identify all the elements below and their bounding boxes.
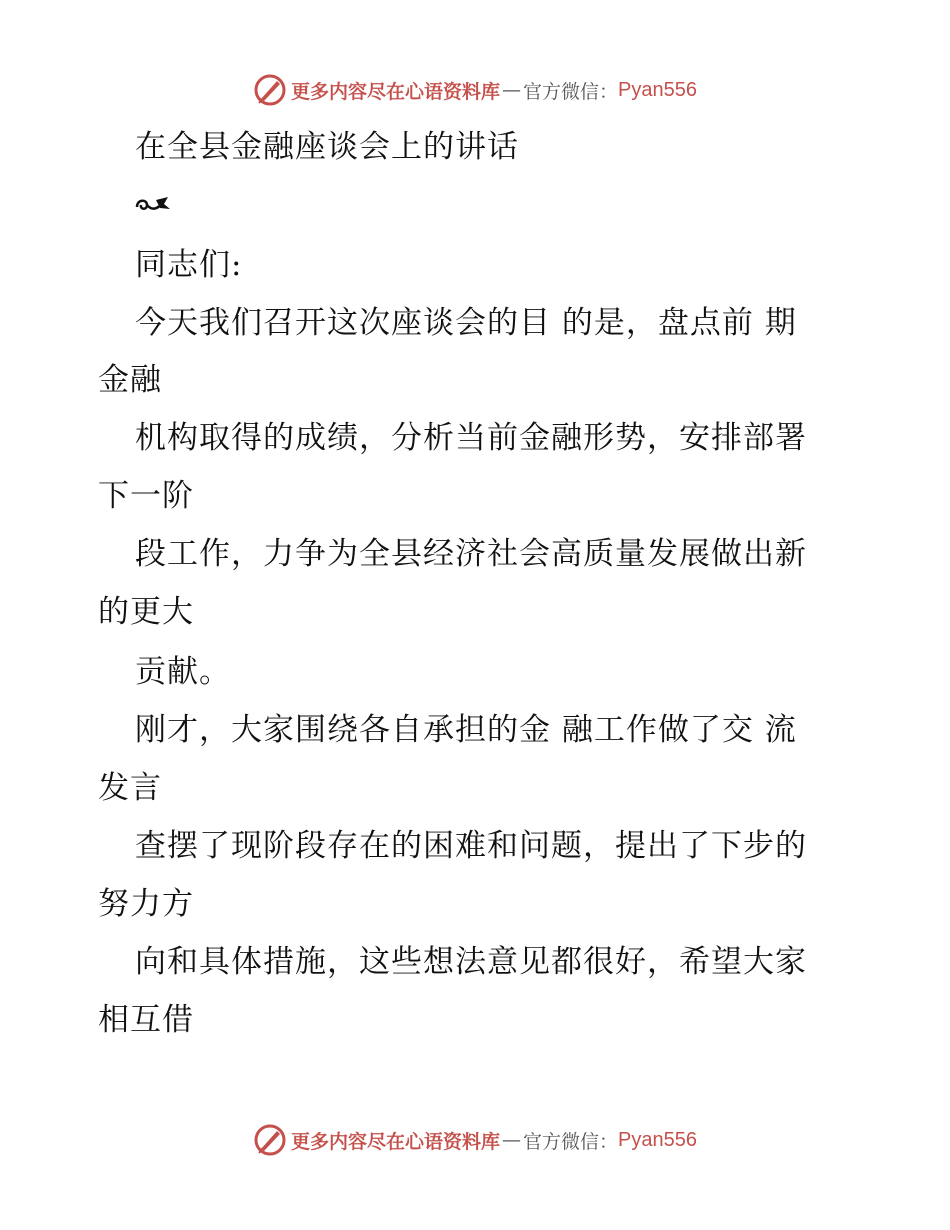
paragraph-line: 发言 bbox=[98, 770, 162, 806]
paragraph-line: 刚才，大家围绕各自承担的金 融工作做了交 流 bbox=[135, 712, 797, 748]
paragraph-line: 的更大 bbox=[98, 594, 194, 630]
paragraph-line: 贡献。 bbox=[135, 654, 231, 690]
banner-wechat-label: 官方微信： bbox=[523, 1130, 619, 1153]
banner-brand-text: 更多内容尽在心语资料库 bbox=[291, 1130, 501, 1153]
paragraph-line: 相互借 bbox=[98, 1002, 194, 1038]
paragraph-line: 努力方 bbox=[98, 886, 194, 922]
banner-brand-text: 更多内容尽在心语资料库 bbox=[291, 80, 501, 103]
paragraph-line: 金融 bbox=[98, 362, 162, 398]
paragraph-line: 查摆了现阶段存在的困难和问题，提出了下步的 bbox=[135, 828, 807, 864]
greeting: 同志们: bbox=[135, 247, 243, 283]
paragraph-line: 向和具体措施，这些想法意见都很好，希望大家 bbox=[135, 944, 807, 980]
banner-dash: — bbox=[502, 1129, 522, 1151]
banner-wechat-id: Pyan556 bbox=[618, 78, 697, 101]
document-title: 在全县金融座谈会上的讲话 bbox=[135, 129, 519, 165]
banner-dash: — bbox=[502, 79, 522, 101]
paragraph-line: 机构取得的成绩，分析当前金融形势，安排部署 bbox=[135, 420, 807, 456]
header-banner bbox=[0, 70, 950, 110]
paragraph-line: 今天我们召开这次座谈会的目 的是，盘点前 期 bbox=[135, 305, 797, 341]
banner-wechat-label: 官方微信： bbox=[523, 80, 619, 103]
paragraph-line: 段工作，力争为全县经济社会高质量发展做出新 bbox=[135, 536, 807, 572]
paragraph-line: 下一阶 bbox=[98, 478, 194, 514]
quill-logo-icon bbox=[253, 73, 287, 107]
scroll-ornament-icon bbox=[134, 193, 172, 217]
banner-wechat-id: Pyan556 bbox=[618, 1128, 697, 1151]
quill-logo-icon bbox=[253, 1123, 287, 1157]
footer-banner bbox=[0, 1120, 950, 1160]
